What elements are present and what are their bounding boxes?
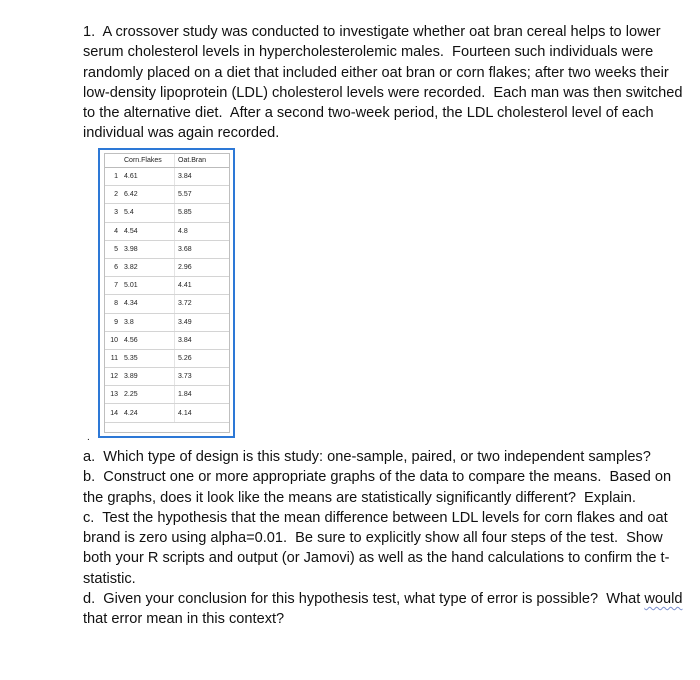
row-index: 4 bbox=[105, 222, 123, 240]
oat-bran-value: 5.26 bbox=[175, 349, 230, 367]
oat-bran-value: 1.84 bbox=[175, 386, 230, 404]
bullet-dot: . bbox=[87, 432, 90, 443]
part-d-text-end: that error mean in this context? bbox=[83, 591, 687, 628]
part-b: b. Construct one or more appropriate graphs of the data to compare the means. Based on the graphs, does it look like the means are statistically significantly different? Explain. bbox=[83, 469, 676, 506]
row-index: 5 bbox=[105, 240, 123, 258]
table-row bbox=[105, 331, 229, 349]
row-index: 7 bbox=[105, 277, 123, 295]
row-index: 14 bbox=[105, 404, 123, 422]
table-row bbox=[105, 204, 229, 222]
table-row bbox=[105, 295, 229, 313]
oat-bran-value: 4.8 bbox=[175, 222, 230, 240]
table-row bbox=[105, 258, 229, 276]
table-row bbox=[105, 368, 229, 386]
question-text: A crossover study was conducted to investigate whether oat bran cereal helps to lower serum cholesterol levels in hypercholesterolemic males. Fourteen such individuals were randomly placed on a diet that included either oat bran or corn flakes; after two weeks their low-density lipoprotein (LDL) cholesterol levels were recorded. Each man was then switched to the alternative diet. After a second two-week period, the LDL cholesterol level of each individual was again recorded. bbox=[83, 24, 687, 142]
corn-flakes-value: 2.25 bbox=[123, 386, 175, 404]
corn-flakes-value: 3.98 bbox=[123, 240, 175, 258]
corn-flakes-value: 3.8 bbox=[123, 313, 175, 331]
corn-flakes-value: 3.82 bbox=[123, 258, 175, 276]
row-index: 2 bbox=[105, 186, 123, 204]
oat-bran-value: 5.85 bbox=[175, 204, 230, 222]
row-index: 13 bbox=[105, 386, 123, 404]
corn-flakes-value: 3.89 bbox=[123, 368, 175, 386]
header-oat-bran: Oat.Bran bbox=[175, 154, 230, 168]
spellcheck-underlined-word: would bbox=[644, 591, 683, 608]
row-index: 1 bbox=[105, 168, 123, 186]
row-index: 3 bbox=[105, 204, 123, 222]
row-index: 11 bbox=[105, 349, 123, 367]
oat-bran-value: 3.84 bbox=[175, 331, 230, 349]
corn-flakes-value: 4.56 bbox=[123, 331, 175, 349]
corn-flakes-value: 5.4 bbox=[123, 204, 175, 222]
data-table-frame bbox=[98, 148, 235, 438]
part-d-text-start: d. Given your conclusion for this hypothesis test, what type of error is possible? What bbox=[83, 591, 645, 608]
oat-bran-value: 4.41 bbox=[175, 277, 230, 295]
oat-bran-value: 3.49 bbox=[175, 313, 230, 331]
header-index bbox=[105, 154, 123, 168]
table-row bbox=[105, 240, 229, 258]
oat-bran-value: 4.14 bbox=[175, 404, 230, 422]
corn-flakes-value: 4.54 bbox=[123, 222, 175, 240]
table-row bbox=[105, 277, 229, 295]
row-index: 6 bbox=[105, 258, 123, 276]
table-row bbox=[105, 168, 229, 186]
corn-flakes-value: 4.24 bbox=[123, 404, 175, 422]
row-index: 9 bbox=[105, 313, 123, 331]
corn-flakes-value: 6.42 bbox=[123, 186, 175, 204]
table-row bbox=[105, 222, 229, 240]
oat-bran-value: 5.57 bbox=[175, 186, 230, 204]
question-parts bbox=[83, 447, 695, 630]
data-table-container bbox=[104, 153, 230, 433]
row-index: 10 bbox=[105, 331, 123, 349]
header-corn-flakes: Corn.Flakes bbox=[123, 154, 175, 168]
row-index: 8 bbox=[105, 295, 123, 313]
table-header-row bbox=[105, 154, 229, 168]
part-c: c. Test the hypothesis that the mean difference between LDL levels for corn flakes and oat brand is zero using alpha=0.01. Be sure to explicitly show all four steps of the test. Show both your R scripts and output (or Jamovi) as well as the hand calculations to confirm the t-statistic. bbox=[83, 509, 672, 587]
corn-flakes-value: 5.01 bbox=[123, 277, 175, 295]
part-a: a. Which type of design is this study: one-sample, paired, or two independent samples? bbox=[83, 449, 651, 465]
table-row bbox=[105, 404, 229, 422]
question-number: 1. bbox=[83, 24, 96, 40]
oat-bran-value: 3.73 bbox=[175, 368, 230, 386]
row-index: 12 bbox=[105, 368, 123, 386]
oat-bran-value: 2.96 bbox=[175, 258, 230, 276]
corn-flakes-value: 4.34 bbox=[123, 295, 175, 313]
oat-bran-value: 3.84 bbox=[175, 168, 230, 186]
table-row bbox=[105, 313, 229, 331]
oat-bran-value: 3.68 bbox=[175, 240, 230, 258]
oat-bran-value: 3.72 bbox=[175, 295, 230, 313]
part-d bbox=[83, 589, 695, 630]
corn-flakes-value: 4.61 bbox=[123, 168, 175, 186]
question-1 bbox=[83, 22, 695, 144]
table-row bbox=[105, 386, 229, 404]
table-row bbox=[105, 186, 229, 204]
table-row bbox=[105, 349, 229, 367]
corn-flakes-value: 5.35 bbox=[123, 349, 175, 367]
ldl-data-table bbox=[105, 154, 229, 423]
